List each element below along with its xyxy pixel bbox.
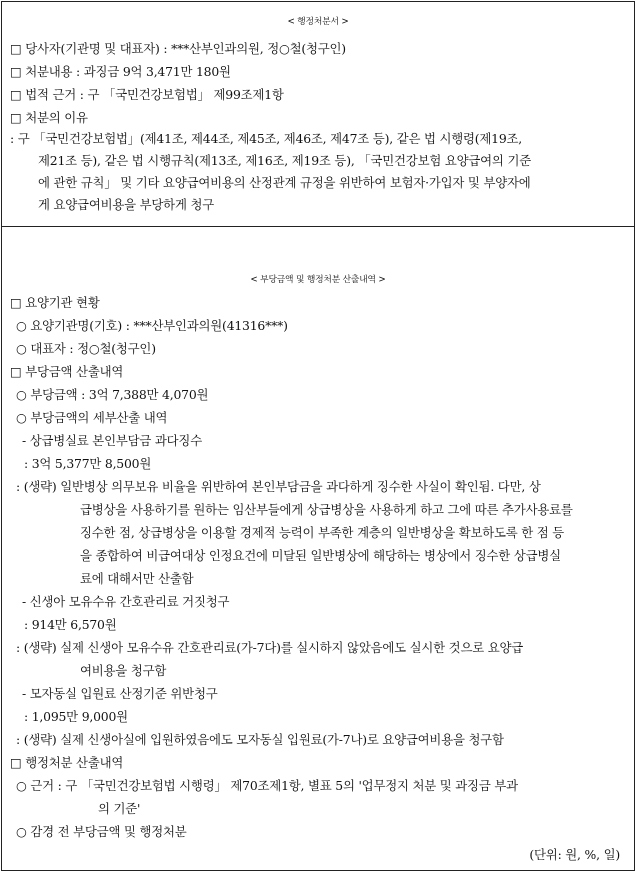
detail-line: 여비용을 청구함 (80, 663, 167, 678)
detail-line: ○ 근거 : 구 「국민건강보험법 시행령」 제70조제1항, 별표 5의 '업무정지 처분 및 과징금 부과 (16, 778, 518, 793)
detail-line: ○ 부당금액 : 3억 7,388만 4,070원 (16, 387, 209, 402)
detail-line: - 신생아 모유수유 간호관리료 거짓청구 (22, 594, 230, 609)
details-title: < 부당금액 및 행정처분 산출내역 > (250, 275, 386, 285)
detail-line: 의 기준' (98, 801, 141, 816)
detail-line: : (생략) 일반병상 의무보유 비율을 위반하여 본인부담금을 과다하게 징수한 사실이 확인됨. 다만, 상 (16, 479, 541, 494)
disposition-line: □ 처분내용 : 과징금 9억 3,471만 180원 (10, 64, 231, 79)
party-line: □ 당사자(기관명 및 대표자) : ***산부인과의원, 정○철(청구인) (10, 41, 346, 56)
detail-line: : (생략) 실제 신생아 모유수유 간호관리료(가-7다)를 실시하지 않았음에도 실시한 것으로 요양급 (16, 640, 524, 655)
detail-line: ○ 감경 전 부당금액 및 행정처분 (16, 824, 187, 839)
detail-line: 급병상을 사용하기를 원하는 임산부들에게 상급병상을 사용하게 하고 그에 따른 추가사용료를 (80, 502, 573, 517)
detail-line: 료에 대해서만 산출함 (80, 571, 194, 586)
disposition-notice-box (1, 1, 635, 227)
detail-line: - 상급병실료 본인부담금 과다징수 (22, 433, 202, 448)
detail-line: 징수한 점, 상급병상을 이용할 경제적 능력이 부족한 계층의 일반병상을 확보하도록 한 점 등 (80, 525, 565, 540)
detail-line: - 모자동실 입원료 산정기준 위반청구 (22, 686, 218, 701)
detail-line: ○ 부당금액의 세부산출 내역 (16, 410, 168, 425)
detail-line: : 3억 5,377만 8,500원 (24, 456, 152, 471)
reason-line: : 구 「국민건강보험법」(제41조, 제44조, 제45조, 제46조, 제47조 등), 같은 법 시행령(제19조, (10, 131, 523, 146)
calculation-details-box (1, 227, 635, 871)
detail-line: ○ 요양기관명(기호) : ***산부인과의원(41316***) (16, 318, 288, 333)
legal-basis-line: □ 법적 근거 : 구 「국민건강보험법」 제99조제1항 (10, 87, 284, 102)
reason-heading: □ 처분의 이유 (10, 110, 88, 125)
detail-line: : (생략) 실제 신생아실에 입원하였음에도 모자동실 입원료(가-7나)로 요양급여비용을 청구함 (16, 732, 504, 747)
reason-line: 제21조 등), 같은 법 시행규칙(제13조, 제16조, 제19조 등), 「국민건강보험 요양급여의 기준 (38, 153, 531, 168)
detail-line: □ 행정처분 산출내역 (10, 755, 124, 770)
detail-line: □ 요양기관 현황 (10, 295, 100, 310)
notice-title: < 행정처분서 > (287, 17, 349, 27)
detail-line: ○ 대표자 : 정○철(청구인) (16, 341, 156, 356)
detail-line: 을 종합하여 비급여대상 인정요건에 미달된 일반병상에 해당하는 병상에서 징수한 상급병실 (80, 548, 561, 563)
reason-line: 에 관한 규칙」 및 기타 요양급여비용의 산정관계 규정을 위반하여 보험자·가입자 및 부양자에 (38, 175, 531, 190)
detail-line: : 1,095만 9,000원 (24, 709, 128, 724)
reason-line: 게 요양급여비용을 부당하게 청구 (38, 197, 214, 212)
unit-label: (단위: 원, %, 일) (529, 847, 620, 862)
detail-line: : 914만 6,570원 (24, 617, 117, 632)
detail-line: □ 부당금액 산출내역 (10, 364, 124, 379)
